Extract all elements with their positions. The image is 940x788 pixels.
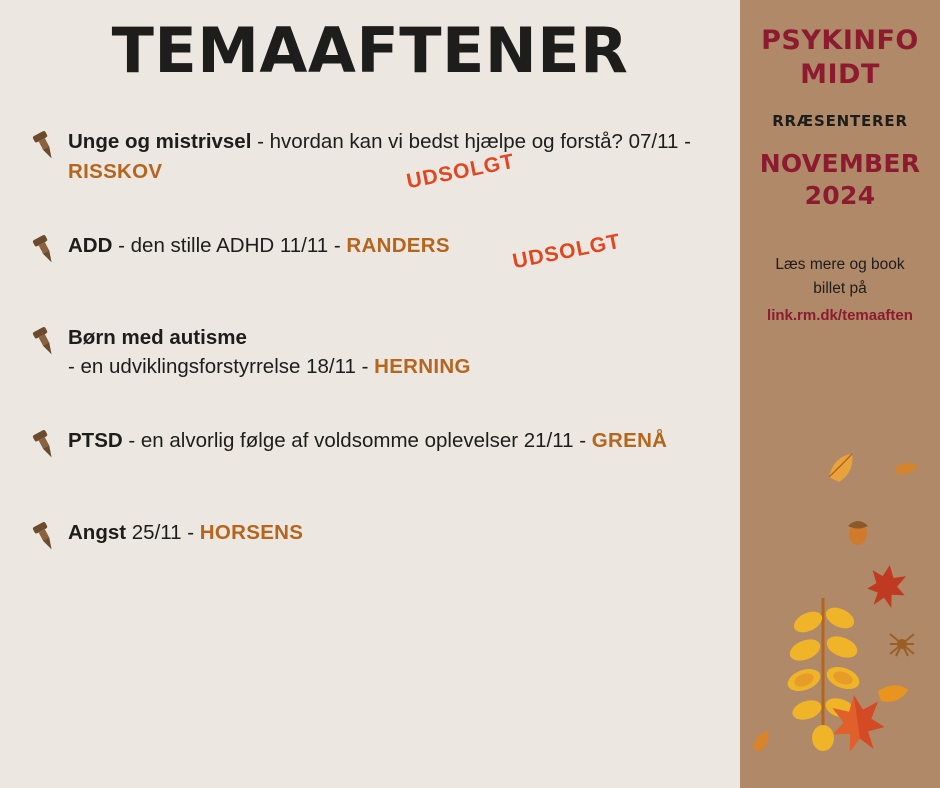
pushpin-icon	[28, 323, 68, 359]
list-item	[28, 323, 720, 382]
rowan-leaf-icon	[785, 598, 863, 751]
event-city: RISSKOV	[68, 159, 163, 183]
event-description: - en udviklingsforstyrrelse 18/11 -	[68, 355, 375, 379]
acorn-icon	[848, 521, 868, 545]
event-description: - en alvorlig følge af voldsomme oplevelser 21/11 -	[122, 428, 592, 452]
pushpin-icon	[28, 518, 68, 554]
event-text	[68, 426, 667, 456]
booking-line-2: billet på	[813, 280, 867, 298]
booking-line-1: Læs mere og book	[775, 255, 905, 273]
event-title: ADD	[68, 233, 113, 257]
event-text	[68, 229, 623, 273]
status-badge: UDSOLGT	[510, 229, 623, 273]
list-item	[28, 518, 720, 566]
year-label: 2024	[804, 181, 876, 210]
date-block	[740, 148, 940, 213]
event-city: GRENÅ	[591, 428, 668, 452]
event-title: Unge og mistrivsel	[68, 130, 252, 154]
maple-leaf-icon	[828, 691, 887, 754]
event-description: - hvordan kan vi bedst hjælpe og forstå? 07/11 -	[251, 130, 691, 154]
page-title: TEMAAFTENER	[111, 14, 629, 87]
event-city: HERNING	[374, 355, 471, 379]
event-city: HORSENS	[199, 520, 304, 544]
list-item	[28, 231, 720, 279]
autumn-leaf-icon	[875, 679, 908, 708]
brand-name	[740, 24, 940, 92]
pushpin-icon	[28, 127, 68, 163]
event-list	[0, 127, 740, 566]
spider-icon	[890, 634, 914, 656]
autumn-leaf-icon	[893, 458, 918, 481]
event-city: RANDERS	[346, 233, 450, 257]
booking-info	[740, 253, 940, 329]
list-item	[28, 127, 720, 194]
list-item	[28, 426, 720, 474]
booking-link[interactable]: link.rm.dk/temaaften	[767, 307, 913, 325]
event-description: - den stille ADHD 11/11 -	[112, 233, 347, 257]
brand-line-1: PSYKINFO	[761, 25, 919, 56]
maple-leaf-icon	[865, 562, 910, 610]
event-title: PTSD	[68, 428, 123, 452]
autumn-leaf-icon	[824, 453, 860, 485]
sidebar	[740, 0, 940, 788]
event-description: 25/11 -	[126, 520, 200, 544]
autumn-leaf-icon	[749, 730, 776, 754]
event-title: Børn med autisme	[68, 325, 247, 349]
event-text	[68, 323, 471, 382]
brand-line-2: MIDT	[800, 58, 880, 90]
pushpin-icon	[28, 426, 68, 462]
presents-label: RRÆSENTERER	[772, 111, 908, 130]
event-title: Angst	[68, 520, 127, 544]
event-text	[68, 127, 720, 194]
autumn-decorations	[740, 440, 940, 788]
event-text	[68, 518, 303, 548]
status-badge: UDSOLGT	[404, 149, 517, 194]
pushpin-icon	[28, 231, 68, 267]
month-label: NOVEMBER	[759, 148, 921, 178]
